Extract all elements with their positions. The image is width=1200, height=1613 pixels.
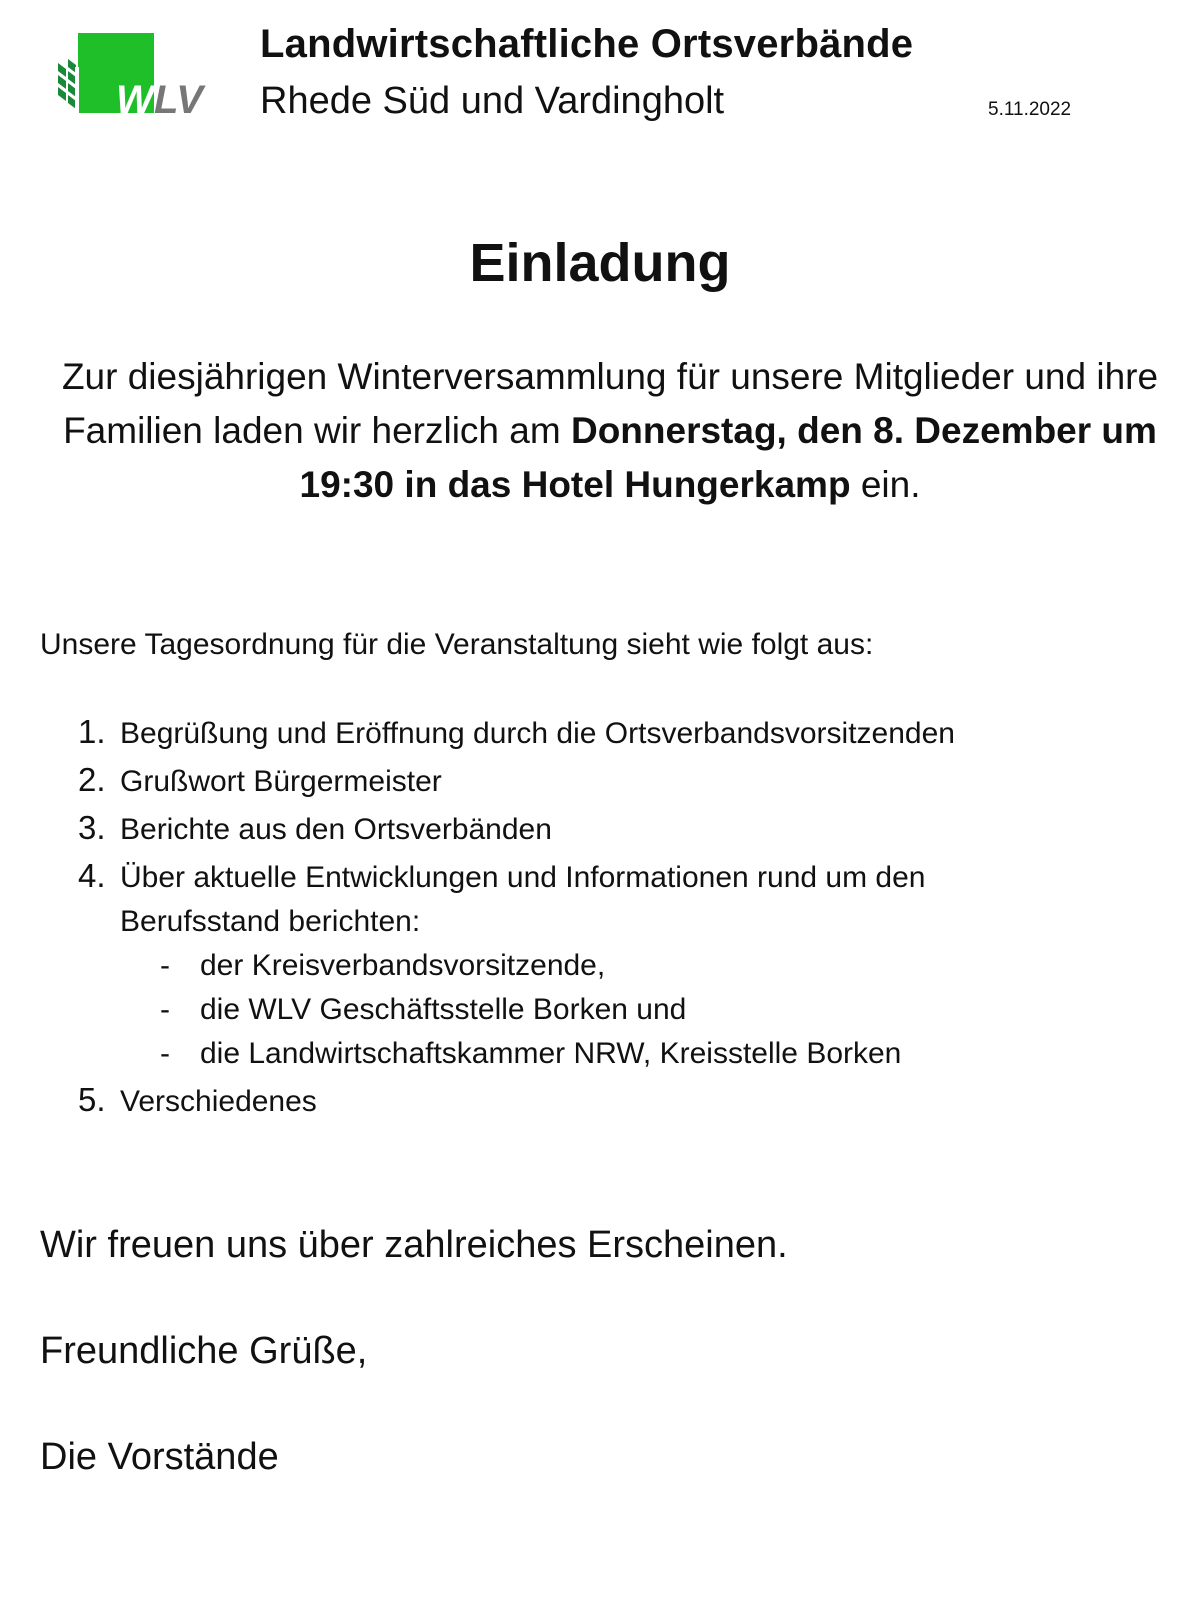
agenda-number: 4. [78, 857, 106, 894]
agenda-subitem: - die Landwirtschaftskammer NRW, Kreisstelle Borken [120, 1032, 1180, 1076]
event-details: Donnerstag, den 8. Dezember um 19:30 in das Hotel Hungerkamp [299, 410, 1157, 505]
logo-text: W [116, 78, 154, 122]
svg-text:LV: LV [154, 78, 203, 122]
wheat-icon [58, 59, 79, 113]
agenda-subitem: - der Kreisverbandsvorsitzende, [120, 944, 1180, 988]
agenda-intro: Unsere Tagesordnung für die Veranstaltung sieht wie folgt aus: [40, 628, 874, 661]
signature: Die Vorstände [40, 1436, 279, 1478]
agenda-item [40, 1080, 1180, 1124]
agenda-item [40, 712, 1180, 756]
agenda-sublist [120, 944, 1180, 1076]
agenda-text: Grußwort Bürgermeister [120, 765, 442, 798]
agenda-number: 1. [78, 713, 106, 750]
invitation-text: Zur diesjährigen Winterversammlung für unsere Mitglieder und ihre Familien laden wir herzlich am Donnerstag, den 8. Dezember um 19:30 in das Hotel Hungerkamp ein. [61, 356, 1159, 505]
header-title: Landwirtschaftliche Ortsverbände [260, 22, 914, 66]
agenda-item [40, 856, 1180, 1076]
agenda-text: Über aktuelle Entwicklungen und Informationen rund um den Berufsstand berichten: [120, 861, 926, 938]
document-title: Einladung [469, 233, 731, 293]
agenda-number: 5. [78, 1081, 106, 1118]
agenda-text: Begrüßung und Eröffnung durch die Ortsverbandsvorsitzenden [120, 717, 955, 750]
wlv-logo [58, 33, 218, 123]
header-subtitle: Rhede Süd und Vardingholt [260, 80, 725, 122]
document-date: 5.11.2022 [988, 99, 1072, 120]
agenda-number: 3. [78, 809, 106, 846]
agenda-subitem: - die WLV Geschäftsstelle Borken und [120, 988, 1180, 1032]
agenda-text: Berichte aus den Ortsverbänden [120, 813, 552, 846]
agenda-number: 2. [78, 761, 106, 798]
agenda-item [40, 760, 1180, 804]
closing-line: Wir freuen uns über zahlreiches Erscheinen. [40, 1224, 788, 1266]
dash: - [160, 1037, 170, 1070]
agenda-list [40, 712, 1180, 1128]
agenda-text: Verschiedenes [120, 1085, 317, 1118]
greeting: Freundliche Grüße, [40, 1330, 368, 1372]
dash: - [160, 949, 170, 982]
dash: - [160, 993, 170, 1026]
agenda-item [40, 808, 1180, 852]
